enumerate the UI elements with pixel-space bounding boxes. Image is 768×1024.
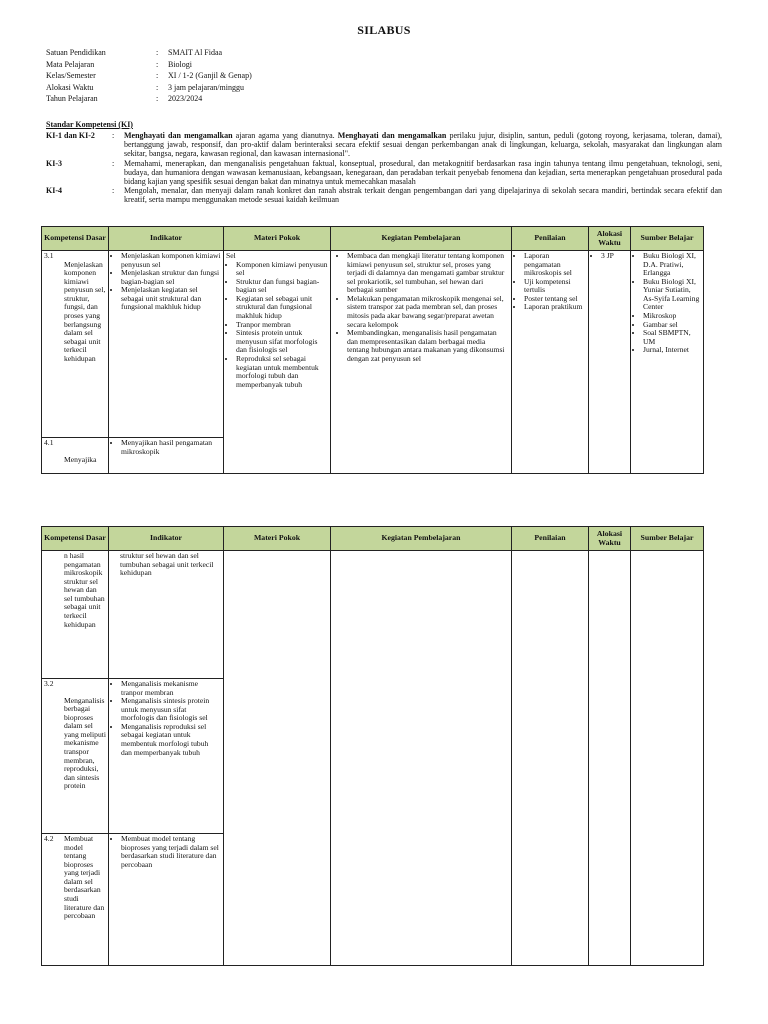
kd-text: Menjelaskan komponen kimiawi penyusun sel, struktur, fungsi, dan proses yang berlangsung dalam sel sebagai unit terkecil kehidupan: [64, 259, 106, 363]
ki-text: Mengolah, menalar, dan menyaji dalam ranah konkret dan ranah abstrak terkait dengan pengembangan dari yang dipelajarinya di sekolah secara mandiri, bertindak secara efektif dan kreatif, serta mampu menggunakan metode sesuai kaidah keilmuan: [124, 186, 722, 205]
kd-block: [42, 678, 108, 833]
meta-value: XI / 1-2 (Ganjil & Genap): [168, 71, 252, 81]
header-materi-pokok: Materi Pokok: [224, 527, 331, 551]
kd-number: 3.2: [44, 679, 54, 688]
indikator-block: [109, 437, 223, 473]
ki-label: KI-1 dan KI-2: [46, 131, 95, 140]
kd-block: [42, 551, 108, 678]
list-item: • Laporan praktikum: [524, 303, 586, 312]
ki-text: Memahami, menerapkan, dan menganalisis pengetahuan faktual, konseptual, prosedural, dan metakognitif berdasarkan rasa ingin tahunya tentang ilmu pengetahuan, teknologi, seni, budaya, dan humaniora dengan wawasan kemanusiaan, kebangsaan, kenegaraan, dan peradaban terkait penyebab fenomena dan kejadian, serta menerapkan pengetahuan prosedural pada bidang kajian yang spesifik sesuai dengan bakat dan minatnya untuk memecahkan masalah: [124, 158, 722, 186]
kd-number: 4.2: [44, 834, 54, 843]
penilaian-list: [514, 252, 586, 312]
kd-text: Menyajika: [64, 454, 97, 464]
list-item: • Uji kompetensi tertulis: [524, 278, 586, 295]
indikator-block: [109, 833, 223, 965]
meta-value: 2023/2024: [168, 94, 203, 104]
ki-row: [46, 159, 722, 187]
meta-label: Mata Pelajaran: [46, 59, 95, 69]
indikator-block: [109, 251, 223, 437]
meta-value: Biologi: [168, 59, 193, 69]
meta-label: Tahun Pelajaran: [46, 94, 98, 104]
alokasi-cell: [589, 251, 631, 474]
list-item: • Membuat model tentang bioproses yang terjadi dalam sel berdasarkan studi literature dan percobaan: [121, 835, 221, 869]
list-item: • Kegiatan sel sebagai unit struktural dan fungsional makhluk hidup: [236, 295, 328, 321]
meta-row: [46, 94, 446, 106]
ki-colon: :: [112, 131, 115, 140]
ki-colon: :: [112, 186, 115, 196]
header-kegiatan-pembelajaran: Kegiatan Pembelajaran: [331, 227, 512, 251]
list-item: • Laporan pengamatan mikroskopis sel: [524, 252, 586, 278]
indikator-block: [109, 678, 223, 833]
materi-cell: [224, 251, 331, 474]
list-item: • Menyajikan hasil pengamatan mikroskopik: [121, 439, 221, 456]
header-penilaian: Penilaian: [512, 527, 589, 551]
kd-text: Membuat model tentang bioproses yang terjadi dalam sel berdasarkan studi literature dan percobaan: [64, 834, 105, 921]
meta-row: [46, 60, 446, 72]
indikator-list: [111, 680, 221, 757]
meta-value: 3 jam pelajaran/minggu: [168, 82, 244, 92]
header-row: [42, 227, 704, 251]
indikator-list: [111, 835, 221, 869]
list-item: • Struktur dan fungsi bagian-bagian sel: [236, 278, 328, 295]
indikator-list: [111, 252, 221, 312]
header-penilaian: Penilaian: [512, 227, 589, 251]
list-item: • Mikroskop: [643, 312, 701, 321]
document-title: SILABUS: [357, 23, 411, 37]
ki-section: [46, 120, 722, 205]
list-item: • Menganalisis sintesis protein untuk menyusun sifat morfologis dan fisiologis sel: [121, 697, 221, 723]
materi-cell: [224, 551, 331, 966]
kegiatan-list: [333, 252, 509, 364]
list-item: • Menjelaskan struktur dan fungsi bagian-bagian sel: [121, 269, 221, 286]
header-row: [42, 527, 704, 551]
header-alokasi-waktu: Alokasi Waktu: [589, 527, 631, 551]
meta-label: Alokasi Waktu: [46, 82, 94, 92]
indikator-cell: [109, 551, 224, 966]
header-kegiatan-pembelajaran: Kegiatan Pembelajaran: [331, 527, 512, 551]
list-item: • Menganalisis reproduksi sel sebagai kegiatan untuk membentuk morfologi tubuh dan memperbanyak tubuh: [121, 723, 221, 757]
table-row: [42, 551, 704, 966]
meta-colon: :: [156, 59, 159, 69]
ki-bold: Menghayati dan mengamalkan: [337, 131, 447, 140]
ki-heading: Standar Kompetensi (KI): [46, 120, 133, 129]
kd-block: [42, 833, 108, 965]
kd-text: n hasil pengamatan mikroskopik struktur sel hewan dan sel tumbuhan sebagai unit terkecil kehidupan: [64, 551, 105, 629]
list-item: • Menjelaskan kegiatan sel sebagai unit struktural dan fungsional makhluk hidup: [121, 286, 221, 312]
sumber-cell: [631, 551, 704, 966]
indikator-text: struktur sel hewan dan sel tumbuhan sebagai unit terkecil kehidupan: [120, 551, 214, 578]
meta-row: [46, 83, 446, 95]
ki-text: [124, 131, 722, 159]
kd-number: 3.1: [44, 251, 54, 260]
table-row: [42, 251, 704, 474]
sumber-list: [633, 252, 701, 355]
list-item: • Jurnal, Internet: [643, 346, 701, 355]
materi-heading: Sel: [226, 251, 236, 260]
identity-block: [46, 48, 446, 106]
syllabus-table-page1: [41, 226, 704, 474]
ki-colon: :: [112, 158, 115, 168]
list-item: • Gambar sel: [643, 321, 701, 330]
penilaian-cell: [512, 551, 589, 966]
header-kompetensi-dasar: Kompetensi Dasar: [42, 527, 109, 551]
kegiatan-cell: [331, 551, 512, 966]
ki-text-part: ajaran agama yang dianutnya.: [232, 131, 338, 140]
meta-row: [46, 71, 446, 83]
indikator-cell: [109, 251, 224, 474]
ki-row: [46, 186, 722, 204]
meta-colon: :: [156, 71, 159, 81]
meta-row: [46, 48, 446, 60]
kd-block: [42, 437, 108, 473]
meta-label: Kelas/Semester: [46, 71, 96, 81]
header-indikator: Indikator: [109, 227, 224, 251]
materi-list: [226, 261, 328, 390]
list-item: • Menganalisis mekanisme tranpor membran: [121, 680, 221, 697]
list-item: • Melakukan pengamatan mikroskopik mengenai sel, sistem transpor zat pada membran sel, dan proses mitosis pada akar bawang segar/preparat awetan secara kelompok: [347, 295, 509, 329]
list-item: • Poster tentang sel: [524, 295, 586, 304]
list-item: • Soal SBMPTN, UM: [643, 329, 701, 346]
ki-label: KI-4: [46, 186, 62, 196]
ki-label: KI-3: [46, 158, 62, 168]
list-item: • Menjelaskan komponen kimiawi penyusun sel: [121, 252, 221, 269]
header-sumber-belajar: Sumber Belajar: [631, 527, 704, 551]
header-sumber-belajar: Sumber Belajar: [631, 227, 704, 251]
list-item: • Membandingkan, menganalisis hasil pengamatan dan mempresentasikan dalam berbagai media tentang hubungan antara makanan yang dikonsumsi dengan zat penyusun sel: [347, 329, 509, 363]
list-item: • Buku Biologi XI, D.A. Pratiwi, Erlangga: [643, 252, 701, 278]
list-item: • Komponen kimiawi penyusun sel: [236, 261, 328, 278]
list-item: • Tranpor membran: [236, 321, 328, 330]
kd-number: 4.1: [44, 438, 54, 447]
meta-colon: :: [156, 48, 159, 57]
kd-cell: [42, 251, 109, 474]
indikator-list: [111, 439, 221, 456]
header-alokasi-waktu: Alokasi Waktu: [589, 227, 631, 251]
penilaian-cell: [512, 251, 589, 474]
meta-label: Satuan Pendidikan: [46, 48, 106, 57]
meta-colon: :: [156, 82, 159, 92]
header-materi-pokok: Materi Pokok: [224, 227, 331, 251]
list-item: • 3 JP: [601, 252, 628, 261]
list-item: • Buku Biologi XI, Yuniar Sutiatin, As-Syifa Learning Center: [643, 278, 701, 312]
header-indikator: Indikator: [109, 527, 224, 551]
kd-block: [42, 251, 108, 437]
ki-text-part: perilaku jujur, disiplin, santun, peduli (gotong royong, kerjasama, toleran, damai), bertanggung jawab, responsif, dan pro-aktif dalam berinteraksi secara efektif sesuai dengan perkembangan anak di lingkungan, keluarga, sekolah, masyarakat dan lingkungan alam sekitar, bangsa, negara, kawasan regional, dan kawasan internasional".: [124, 131, 723, 159]
indikator-block: [109, 551, 223, 678]
kd-cell: [42, 551, 109, 966]
meta-colon: :: [156, 94, 159, 104]
list-item: • Sintesis protein untuk menyusun sifat morfologis dan fisiologis sel: [236, 329, 328, 355]
alokasi-cell: [589, 551, 631, 966]
sumber-cell: [631, 251, 704, 474]
ki-row: [46, 131, 722, 159]
kd-text: Menganalisis berbagai bioproses dalam sel yang meliputi mekanisme transpor membran, reproduksi, dan sintesis protein: [64, 695, 106, 791]
list-item: • Reproduksi sel sebagai kegiatan untuk membentuk morfologi tubuh dan memperbanyak tubuh: [236, 355, 328, 389]
syllabus-table-page2: [41, 526, 704, 966]
list-item: • Membaca dan mengkaji literatur tentang komponen kimiawi penyusun sel, struktur sel, proses yang terjadi di dalamnya dan mengamati gambar struktur sel prokariotik, sel tumbuhan, sel hewan dari berbagai sumber: [347, 252, 509, 295]
kegiatan-cell: [331, 251, 512, 474]
alokasi-list: [591, 252, 628, 261]
header-kompetensi-dasar: Kompetensi Dasar: [42, 227, 109, 251]
meta-value: SMAIT Al Fidaa: [168, 48, 223, 57]
ki-bold: Menghayati dan mengamalkan: [124, 131, 233, 140]
